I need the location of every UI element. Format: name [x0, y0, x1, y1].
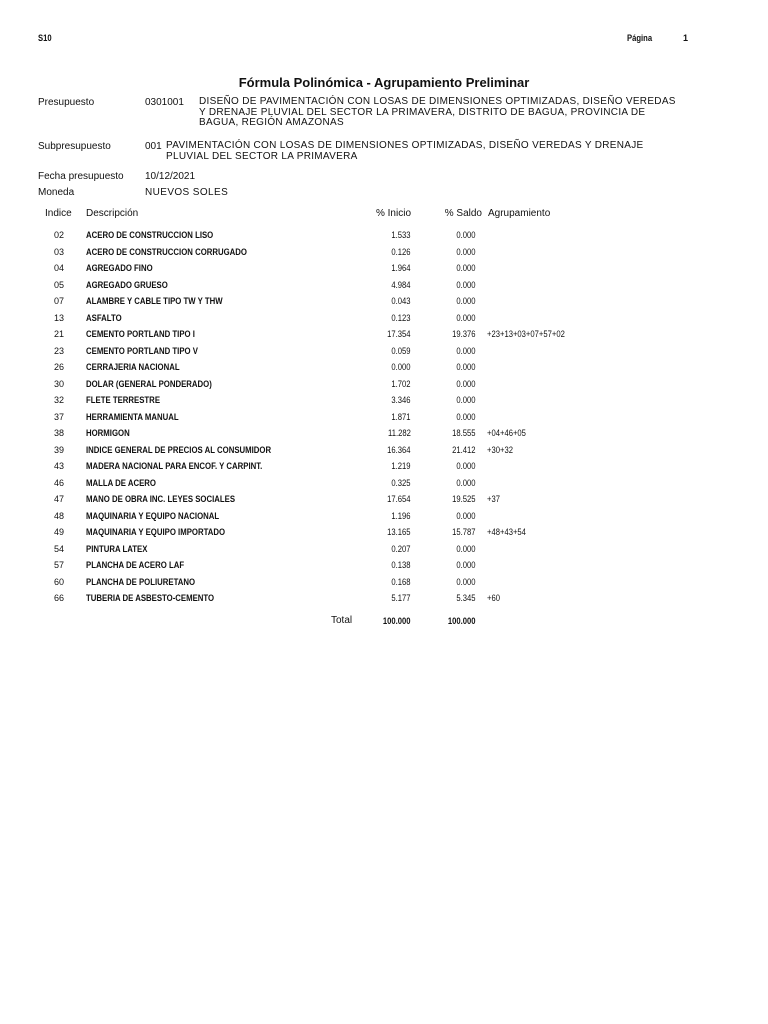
row-saldo: 0.000	[456, 263, 476, 273]
column-header-agrupamiento: Agrupamiento	[488, 208, 551, 219]
row-inicio: 16.364	[387, 444, 411, 455]
row-descripcion: TUBERIA DE ASBESTO-CEMENTO	[86, 593, 215, 604]
row-agrupamiento: +37	[487, 494, 500, 504]
row-inicio: 1.533	[391, 230, 411, 240]
row-descripcion: DOLAR (GENERAL PONDERADO)	[86, 378, 212, 390]
row-indice: 21	[54, 329, 65, 339]
row-saldo: 0.000	[456, 279, 476, 290]
table-row	[0, 247, 768, 264]
table-row	[0, 280, 768, 297]
table-row	[0, 593, 768, 610]
row-indice: 13	[54, 312, 65, 323]
row-descripcion: PLANCHA DE ACERO LAF	[86, 560, 185, 571]
row-descripcion: INDICE GENERAL DE PRECIOS AL CONSUMIDOR	[86, 444, 272, 456]
row-indice: 26	[54, 362, 65, 372]
row-indice: 38	[54, 428, 65, 438]
row-agrupamiento: +30+32	[487, 444, 513, 455]
table-row	[0, 461, 768, 478]
row-inicio: 1.219	[391, 461, 411, 471]
row-indice: 47	[54, 494, 65, 504]
row-descripcion: ALAMBRE Y CABLE TIPO TW Y THW	[86, 296, 223, 307]
row-saldo: 5.345	[456, 593, 476, 603]
row-saldo: 0.000	[456, 345, 476, 356]
page-title: Fórmula Polinómica - Agrupamiento Preliminar	[238, 75, 530, 90]
column-header-inicio: % Inicio	[375, 208, 411, 219]
row-indice: 04	[54, 263, 65, 273]
row-saldo: 15.787	[452, 527, 476, 537]
row-indice: 30	[54, 378, 65, 389]
row-descripcion: MAQUINARIA Y EQUIPO NACIONAL	[86, 510, 220, 522]
row-inicio: 11.282	[388, 428, 411, 438]
row-descripcion: HORMIGON	[86, 428, 130, 439]
table-row	[0, 263, 768, 280]
table-row	[0, 313, 768, 330]
row-indice: 57	[54, 560, 65, 570]
row-inicio: 1.702	[391, 378, 411, 389]
row-inicio: 0.138	[391, 560, 411, 570]
presupuesto-label: Presupuesto	[38, 97, 95, 108]
column-header-saldo: % Saldo	[444, 208, 482, 219]
row-descripcion: AGREGADO GRUESO	[86, 279, 168, 291]
moneda-label: Moneda	[38, 187, 75, 198]
row-inicio: 0.325	[391, 477, 411, 488]
total-saldo: 100.000	[448, 616, 476, 626]
row-indice: 48	[54, 510, 65, 521]
row-inicio: 17.654	[387, 494, 411, 504]
table-row	[0, 494, 768, 511]
row-descripcion: PINTURA LATEX	[86, 543, 148, 555]
row-indice: 05	[54, 279, 65, 290]
row-saldo: 21.412	[452, 444, 476, 455]
table-row	[0, 560, 768, 577]
row-descripcion: MAQUINARIA Y EQUIPO IMPORTADO	[86, 527, 226, 538]
row-descripcion: HERRAMIENTA MANUAL	[86, 411, 179, 423]
row-saldo: 0.000	[456, 461, 476, 471]
row-indice: 54	[54, 543, 65, 554]
row-descripcion: FLETE TERRESTRE	[86, 395, 161, 406]
row-inicio: 0.207	[391, 543, 411, 554]
row-indice: 07	[54, 296, 65, 306]
row-saldo: 0.000	[456, 543, 476, 554]
table-row	[0, 478, 768, 495]
table-row	[0, 329, 768, 346]
row-descripcion: MADERA NACIONAL PARA ENCOF. Y CARPINT.	[86, 461, 263, 472]
row-inicio: 5.177	[391, 593, 411, 603]
row-saldo: 0.000	[456, 560, 476, 570]
row-saldo: 18.555	[452, 428, 476, 438]
table-row	[0, 362, 768, 379]
row-agrupamiento: +48+43+54	[487, 527, 526, 537]
row-inicio: 0.123	[391, 312, 411, 323]
row-indice: 02	[54, 230, 65, 240]
row-inicio: 0.000	[391, 362, 411, 372]
row-saldo: 0.000	[456, 296, 476, 306]
subpresupuesto-text: PAVIMENTACIÓN CON LOSAS DE DIMENSIONES OPTIMIZADAS, DISEÑO VEREDAS Y DRENAJE PLUVIAL DEL SECTOR LA PRIMAVERA	[166, 140, 644, 162]
column-header-descripcion: Descripción	[86, 208, 139, 219]
row-inicio: 4.984	[391, 279, 411, 290]
row-descripcion: MANO DE OBRA INC. LEYES SOCIALES	[86, 494, 236, 505]
table-row	[0, 230, 768, 247]
row-descripcion: AGREGADO FINO	[86, 263, 153, 274]
row-saldo: 0.000	[456, 312, 476, 323]
row-descripcion: MALLA DE ACERO	[86, 477, 156, 489]
column-header-indice: Indice	[45, 208, 72, 219]
row-indice: 66	[54, 593, 65, 603]
table-row	[0, 511, 768, 528]
row-agrupamiento: +04+46+05	[487, 428, 526, 438]
row-indice: 23	[54, 345, 65, 356]
row-inicio: 1.964	[391, 263, 411, 273]
row-saldo: 0.000	[456, 576, 476, 587]
table-row	[0, 445, 768, 462]
table-row	[0, 379, 768, 396]
row-agrupamiento: +60	[487, 593, 500, 603]
row-indice: 49	[54, 527, 65, 537]
row-inicio: 0.059	[391, 345, 411, 356]
row-inicio: 17.354	[387, 329, 411, 339]
presupuesto-code: 0301001	[145, 97, 184, 108]
table-row	[0, 577, 768, 594]
row-indice: 37	[54, 411, 65, 422]
row-indice: 46	[54, 477, 65, 488]
table-row	[0, 412, 768, 429]
row-descripcion: CEMENTO PORTLAND TIPO V	[86, 345, 198, 357]
table-row	[0, 395, 768, 412]
row-descripcion: ASFALTO	[86, 312, 122, 324]
row-agrupamiento: +23+13+03+07+57+02	[487, 329, 565, 339]
row-descripcion: CEMENTO PORTLAND TIPO I	[86, 329, 195, 340]
subpresupuesto-code: 001	[145, 141, 162, 152]
row-inicio: 0.168	[391, 576, 411, 587]
row-saldo: 0.000	[456, 411, 476, 422]
row-saldo: 0.000	[456, 510, 476, 521]
row-saldo: 0.000	[456, 395, 476, 405]
row-descripcion: PLANCHA DE POLIURETANO	[86, 576, 196, 588]
row-descripcion: ACERO DE CONSTRUCCION LISO	[86, 230, 214, 241]
presupuesto-text: DISEÑO DE PAVIMENTACIÓN CON LOSAS DE DIMENSIONES OPTIMIZADAS, DISEÑO VEREDAS Y DRENAJE PLUVIAL DEL SECTOR LA PRIMAVERA, DISTRITO DE BAGUA, PROVINCIA DE BAGUA, REGIÓN AMAZONAS	[199, 96, 676, 128]
moneda-value: NUEVOS SOLES	[145, 187, 229, 198]
page-label: Página	[627, 33, 653, 43]
row-indice: 32	[54, 395, 65, 405]
report-code: S10	[38, 33, 52, 43]
row-saldo: 0.000	[456, 230, 476, 240]
row-saldo: 0.000	[456, 477, 476, 488]
row-indice: 60	[54, 576, 65, 587]
row-descripcion: ACERO DE CONSTRUCCION CORRUGADO	[86, 246, 248, 258]
row-indice: 39	[54, 444, 65, 455]
row-inicio: 0.043	[391, 296, 411, 306]
table-row	[0, 346, 768, 363]
row-saldo: 0.000	[456, 378, 476, 389]
page-number: 1	[683, 33, 689, 43]
total-label: Total	[331, 615, 353, 626]
row-inicio: 0.126	[391, 246, 411, 257]
row-indice: 43	[54, 461, 65, 471]
row-saldo: 19.525	[452, 494, 476, 504]
row-saldo: 0.000	[456, 362, 476, 372]
table-row	[0, 428, 768, 445]
row-inicio: 1.196	[391, 510, 411, 521]
row-inicio: 3.346	[391, 395, 411, 405]
row-indice: 03	[54, 246, 65, 257]
row-saldo: 19.376	[452, 329, 476, 339]
fecha-label: Fecha presupuesto	[38, 171, 124, 182]
fecha-value: 10/12/2021	[145, 171, 196, 182]
row-inicio: 1.871	[391, 411, 411, 422]
table-row	[0, 544, 768, 561]
table-row	[0, 527, 768, 544]
row-saldo: 0.000	[456, 246, 476, 257]
total-inicio: 100.000	[383, 616, 411, 626]
subpresupuesto-label: Subpresupuesto	[38, 141, 111, 152]
table-row	[0, 296, 768, 313]
row-inicio: 13.165	[387, 527, 411, 537]
row-descripcion: CERRAJERIA NACIONAL	[86, 362, 180, 373]
